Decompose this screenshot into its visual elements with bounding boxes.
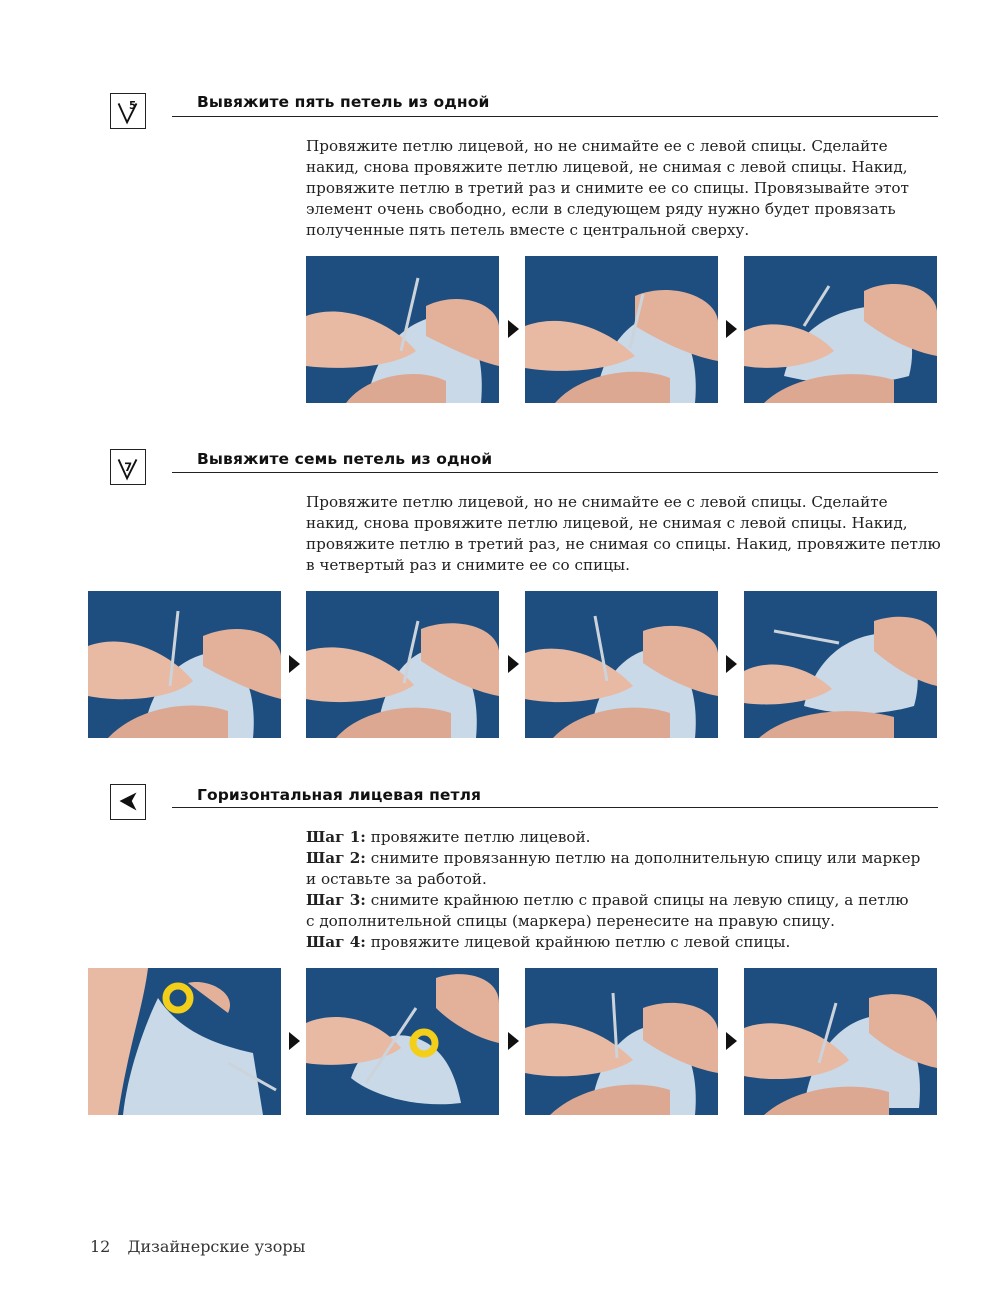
section-title: Вывяжите семь петель из одной <box>197 450 493 468</box>
step-photo <box>88 591 281 738</box>
symbol-count: 7 <box>124 459 133 474</box>
step-photo <box>525 968 718 1115</box>
text-line: в четвертый раз и снимите ее со спицы. <box>306 556 630 574</box>
text-line: Провяжите петлю лицевой, но не снимайте ее с левой спицы. Сделайте <box>306 493 888 511</box>
page-footer <box>90 1237 305 1256</box>
step-photo <box>744 968 937 1115</box>
step-text: снимите провязанную петлю на дополнительную спицу или маркер <box>365 849 921 867</box>
text-line: накид, снова провяжите петлю лицевой, не снимая с левой спицы. Накид, <box>306 514 908 532</box>
next-step-arrow-icon <box>289 655 300 673</box>
step-line-continued: и оставьте за работой. <box>306 870 487 888</box>
next-step-arrow-icon <box>726 1032 737 1050</box>
knit-five-from-one-icon <box>110 93 146 129</box>
next-step-arrow-icon <box>508 1032 519 1050</box>
step-photo <box>525 591 718 738</box>
step-line <box>306 890 946 911</box>
text-line: провяжите петлю в третий раз и снимите ее со спицы. Провязывайте этот <box>306 179 909 197</box>
step-photo <box>744 256 937 403</box>
step-photo <box>306 968 499 1115</box>
page-number: 12 <box>90 1237 111 1256</box>
section-description <box>306 136 946 241</box>
text-line: элемент очень свободно, если в следующем ряду нужно будет провязать <box>306 200 896 218</box>
step-photo <box>306 256 499 403</box>
step-label: Шаг 2: <box>306 849 366 867</box>
section-title: Вывяжите пять петель из одной <box>197 93 490 111</box>
next-step-arrow-icon <box>508 655 519 673</box>
section-steps <box>306 827 946 953</box>
step-line <box>306 848 946 869</box>
next-step-arrow-icon <box>508 320 519 338</box>
section-title: Горизонтальная лицевая петля <box>197 786 482 804</box>
next-step-arrow-icon <box>726 655 737 673</box>
section-description <box>306 492 946 576</box>
step-line <box>306 932 946 953</box>
book-title: Дизайнерские узоры <box>127 1237 306 1256</box>
step-text: снимите крайнюю петлю с правой спицы на левую спицу, а петлю <box>365 891 909 909</box>
step-label: Шаг 3: <box>306 891 366 909</box>
horizontal-knit-stitch-icon <box>110 784 146 820</box>
section-divider <box>172 807 938 808</box>
section-divider <box>172 116 938 117</box>
step-text: провяжите петлю лицевой. <box>365 828 591 846</box>
section-divider <box>172 472 938 473</box>
text-line: Провяжите петлю лицевой, но не снимайте ее с левой спицы. Сделайте <box>306 137 888 155</box>
next-step-arrow-icon <box>726 320 737 338</box>
next-step-arrow-icon <box>289 1032 300 1050</box>
symbol-count: 5 <box>128 100 137 113</box>
step-photo <box>88 968 281 1115</box>
step-label: Шаг 1: <box>306 828 366 846</box>
step-photo <box>306 591 499 738</box>
text-line: накид, снова провяжите петлю лицевой, не снимая с левой спицы. Накид, <box>306 158 908 176</box>
step-line <box>306 827 946 848</box>
step-photo <box>525 256 718 403</box>
knit-seven-from-one-icon <box>110 449 146 485</box>
text-line: провяжите петлю в третий раз, не снимая со спицы. Накид, провяжите петлю <box>306 535 941 553</box>
step-text: провяжите лицевой крайнюю петлю с левой спицы. <box>365 933 791 951</box>
text-line: полученные пять петель вместе с центральной сверху. <box>306 221 750 239</box>
step-line-continued: с дополнительной спицы (маркера) перенесите на правую спицу. <box>306 912 835 930</box>
step-label: Шаг 4: <box>306 933 366 951</box>
step-photo <box>744 591 937 738</box>
